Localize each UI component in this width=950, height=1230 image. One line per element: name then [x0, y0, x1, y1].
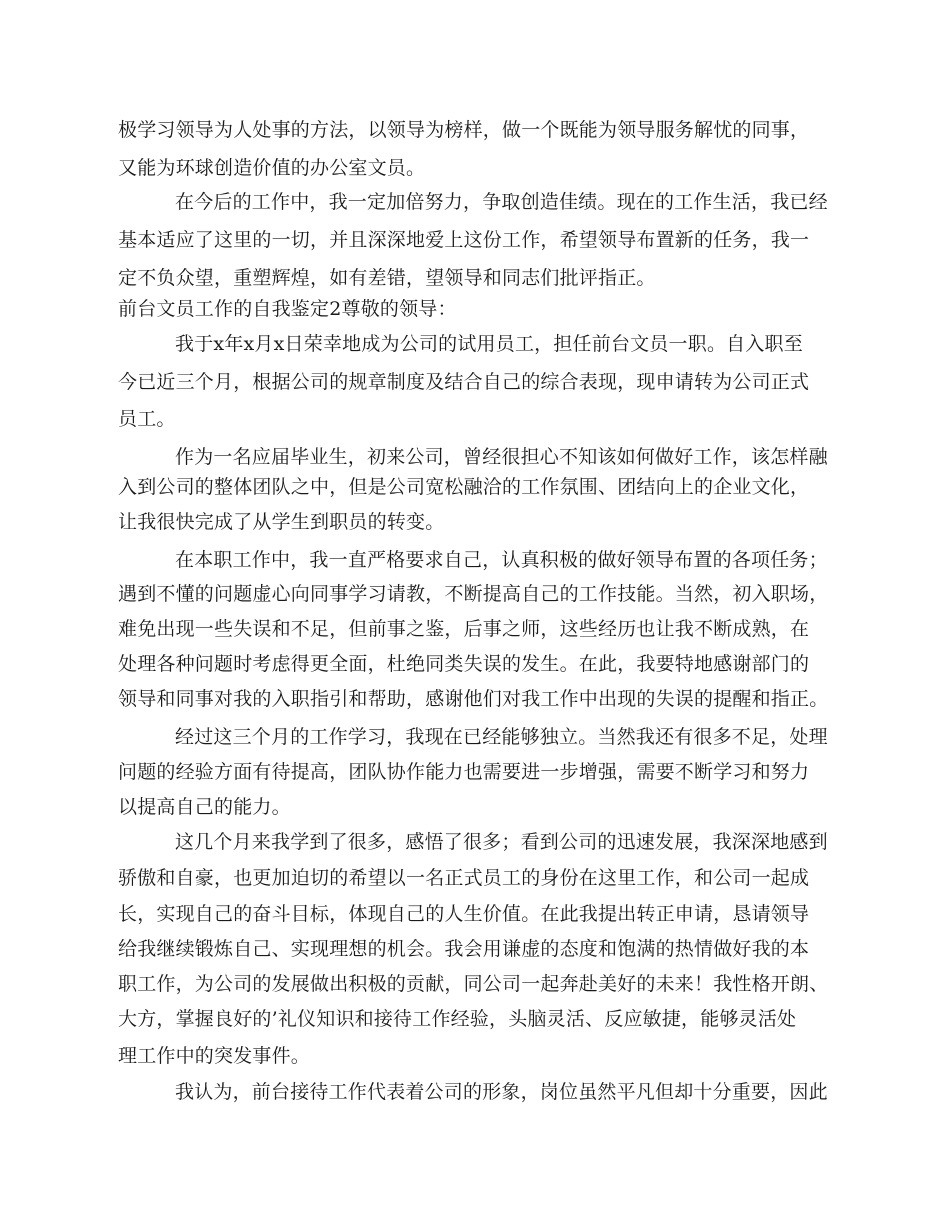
text-line: 问题的经验方面有待提高，团队协作能力也需要进一步增强，需要不断学习和努力 — [118, 761, 810, 783]
text-line: 给我继续锻炼自己、实现理想的机会。我会用谦虚的态度和饱满的热情做好我的本 — [118, 938, 810, 960]
text-line: 遇到不懂的问题虚心向同事学习请教，不断提高自己的工作技能。当然，初入职场， — [118, 583, 829, 605]
text-line: 难免出现一些失误和不足，但前事之鉴，后事之师，这些经历也让我不断成熟，在 — [118, 618, 810, 640]
paragraph-start-line: 我认为，前台接待工作代表着公司的形象，岗位虽然平凡但却十分重要，因此 — [175, 1081, 828, 1103]
text-line: 职工作，为公司的发展做出积极的贡献，同公司一起奔赴美好的未来！我性格开朗、 — [118, 973, 829, 995]
paragraph-start-line: 在本职工作中，我一直严格要求自己，认真积极的做好领导布置的各项任务； — [175, 549, 828, 571]
text-line: 基本适应了这里的一切，并且深深地爱上这份工作，希望领导布置新的任务，我一 — [118, 229, 810, 251]
paragraph-start-line: 我于x年x月x日荣幸地成为公司的试用员工，担任前台文员一职。自入职至 — [175, 333, 803, 355]
paragraph-start-line: 作为一名应届毕业生，初来公司，曾经很担心不知该如何做好工作，该怎样融 — [175, 446, 828, 468]
text-line: 领导和同事对我的入职指引和帮助，感谢他们对我工作中出现的失误的提醒和指正。 — [118, 688, 829, 710]
text-line: 以提高自己的能力。 — [118, 796, 291, 818]
text-line: 大方，掌握良好的’礼仪知识和接待工作经验，头脑灵活、反应敏捷，能够灵活处 — [118, 1008, 797, 1030]
paragraph-start-line: 这几个月来我学到了很多，感悟了很多；看到公司的迅速发展，我深深地感到 — [175, 831, 828, 853]
text-line: 骄傲和自豪，也更加迫切的希望以一名正式员工的身份在这里工作，和公司一起成 — [118, 867, 810, 889]
text-line: 让我很快完成了从学生到职员的转变。 — [118, 511, 445, 533]
paragraph-start-line: 在今后的工作中，我一定加倍努力，争取创造佳绩。现在的工作生活，我已经 — [175, 191, 828, 213]
text-line: 定不负众望，重塑辉煌，如有差错，望领导和同志们批评指正。 — [118, 267, 656, 289]
text-line: 处理各种问题时考虑得更全面，杜绝同类失误的发生。在此，我要特地感谢部门的 — [118, 653, 810, 675]
text-line: 员工。 — [118, 408, 176, 430]
text-line: 极学习领导为人处事的方法，以领导为榜样，做一个既能为领导服务解忧的同事， — [118, 119, 810, 141]
text-line: 长，实现自己的奋斗目标，体现自己的人生价值。在此我提出转正申请，恳请领导 — [118, 903, 810, 925]
paragraph-start-line: 经过这三个月的工作学习，我现在已经能够独立。当然我还有很多不足，处理 — [175, 726, 828, 748]
text-line: 入到公司的整体团队之中，但是公司宽松融洽的工作氛围、团结向上的企业文化， — [118, 476, 810, 498]
section-heading: 前台文员工作的自我鉴定2尊敬的领导： — [118, 298, 457, 320]
text-line: 又能为环球创造价值的办公室文员。 — [118, 157, 426, 179]
text-line: 理工作中的突发事件。 — [118, 1045, 311, 1067]
text-line: 今已近三个月，根据公司的规章制度及结合自己的综合表现，现申请转为公司正式 — [118, 371, 810, 393]
